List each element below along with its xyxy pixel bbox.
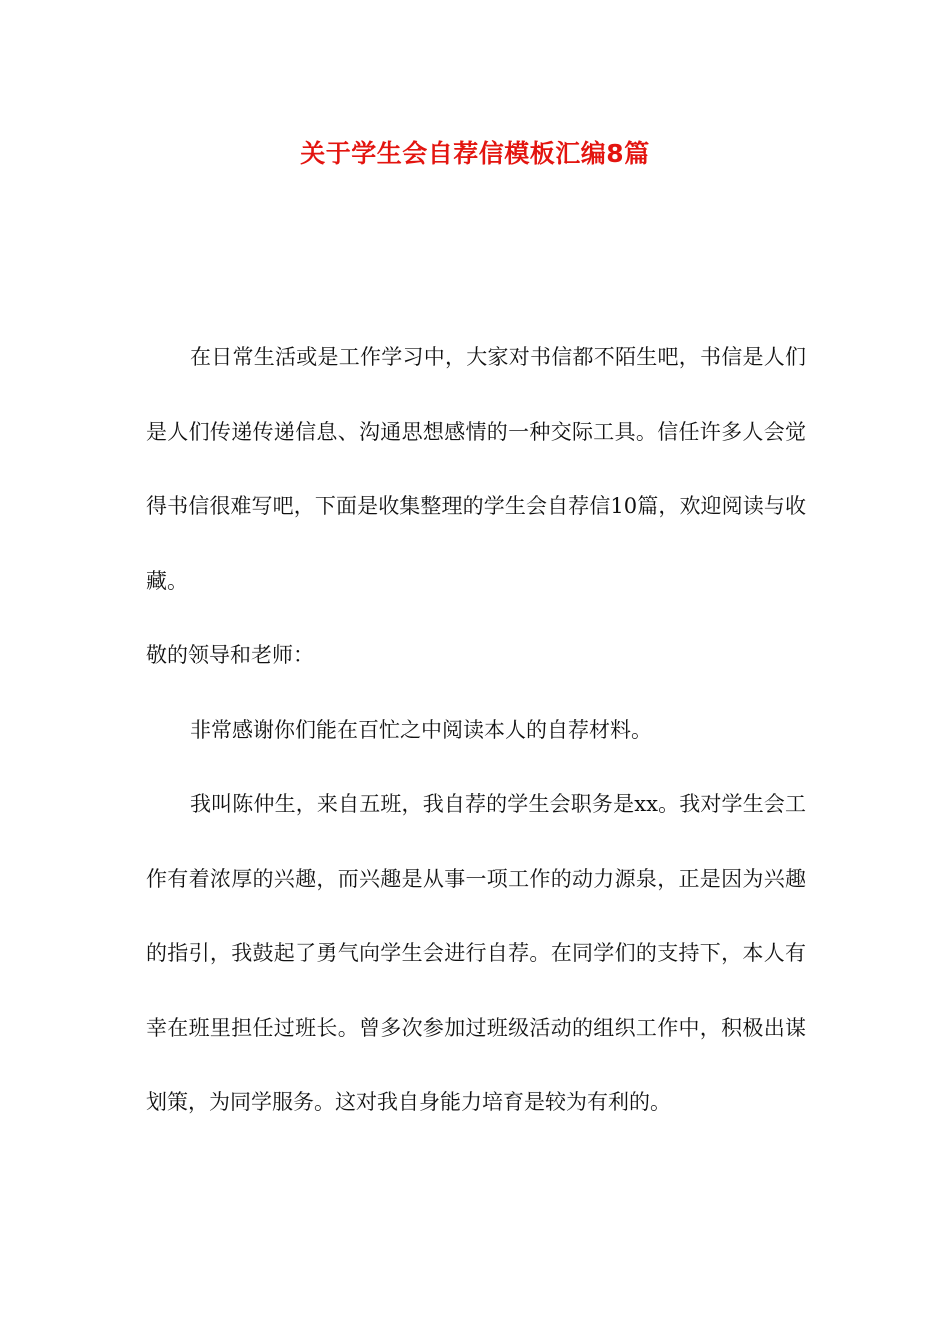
document-title: 关于学生会自荐信模板汇编8篇 [300,139,650,168]
intro-paragraph: 在日常生活或是工作学习中，大家对书信都不陌生吧，书信是人们是人们传递传递信息、沟通思想感情的一种交际工具。信任许多人会觉得书信很难写吧，下面是收集整理的学生会自荐信10篇，欢迎阅读与收藏。 [146,345,806,593]
salutation-paragraph: 敬的领导和老师： [146,643,314,667]
thanks-paragraph: 非常感谢你们能在百忙之中阅读本人的自荐材料。 [190,717,652,742]
document-body [146,320,806,1140]
self-introduction-paragraph: 我叫陈仲生，来自五班，我自荐的学生会职务是xx。我对学生会工作有着浓厚的兴趣，而兴趣是从事一项工作的动力源泉，正是因为兴趣的指引，我鼓起了勇气向学生会进行自荐。在同学们的支持下，本人有幸在班里担任过班长。曾多次参加过班级活动的组织工作中，积极出谋划策，为同学服务。这对我自身能力培育是较为有利的。 [146,792,806,1114]
